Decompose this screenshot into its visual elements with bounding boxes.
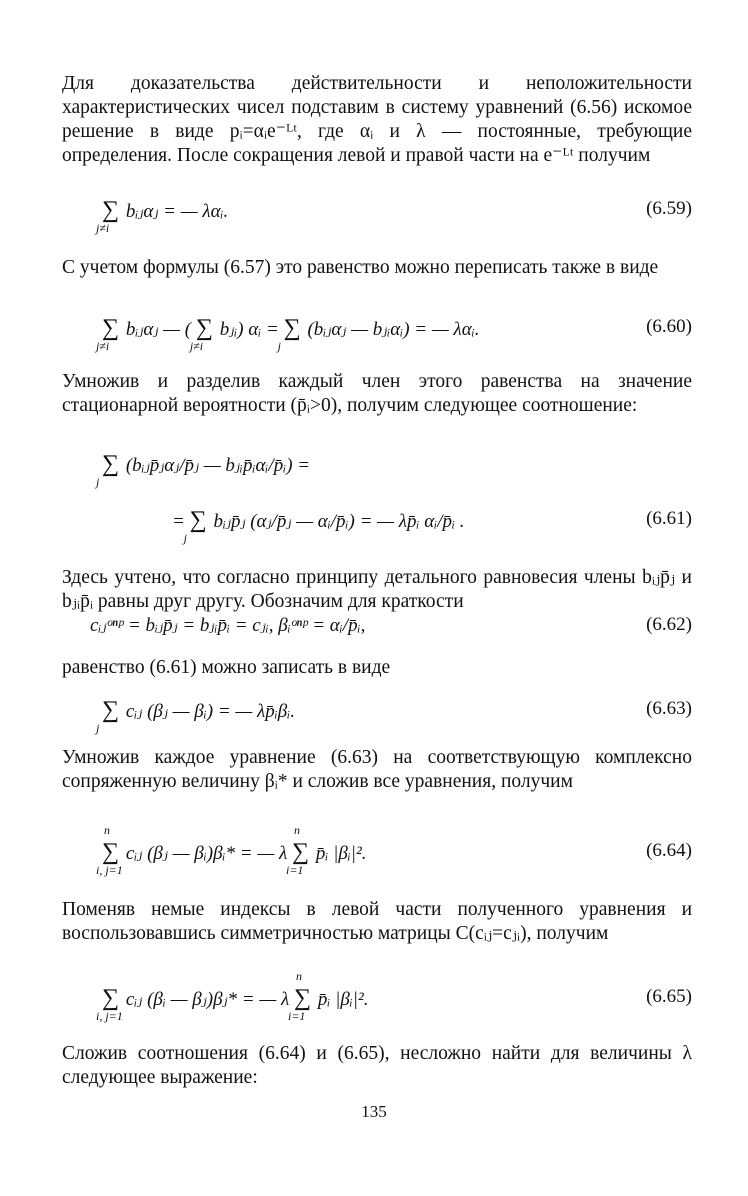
sum-symbol: ∑ j≠i (96, 197, 120, 235)
sum-symbol: ∑ i, j=1 (96, 985, 123, 1023)
paragraph-5: равенство (6.61) можно записать в виде (62, 657, 391, 678)
equation-6-59: ∑ j≠i bᵢⱼαⱼ = — λαᵢ. (6.59) (96, 197, 692, 235)
sum-symbol: ∑ j≠i (96, 315, 120, 353)
page-number: 135 (361, 1102, 387, 1121)
sum-symbol: n ∑ i=1 (285, 823, 310, 877)
paragraph-8: Сложив соотношения (6.64) и (6.65), несложно найти для величины λ следующее выражение: (62, 1043, 692, 1088)
equation-6-63: ∑ j cᵢⱼ (βⱼ — βᵢ) = — λp̄ᵢβᵢ. (6.63) (96, 697, 692, 735)
equation-6-61-line2: = ∑ j bᵢⱼp̄ⱼ (αⱼ/p̄ⱼ — αᵢ/p̄ᵢ) = — λp̄ᵢ αᵢ/p̄ᵢ . (6.61) (172, 507, 692, 545)
equation-number: (6.62) (646, 614, 692, 635)
paragraph-7: Поменяв немые индексы в левой части полученного уравнения и воспользовавшись симметричностью матрицы C(cᵢⱼ=cⱼᵢ), получим (62, 899, 692, 944)
equation-number: (6.60) (646, 316, 692, 337)
paragraph-1: Для доказательства действительности и неположительности характеристических чисел подставим в систему уравнений (6.56) искомое решение в виде pᵢ=αᵢe⁻ᴸᵗ, где αᵢ и λ — постоянные, требующие определения. После сокращения левой и правой части на e⁻ᴸᵗ получим (62, 73, 692, 166)
sum-symbol: ∑ j≠i (189, 315, 213, 353)
equation-6-62: cᵢⱼᵒⁿᵖ = bᵢⱼp̄ⱼ = bⱼᵢp̄ᵢ = cⱼᵢ, βᵢᵒⁿᵖ = αᵢ/p̄ᵢ, (6.62) (90, 614, 692, 636)
equation-number: (6.65) (646, 986, 692, 1007)
equation-6-65: ∑ i, j=1 cᵢⱼ (βᵢ — βⱼ)βⱼ* = — λ n ∑ i=1 p̄ᵢ |βᵢ|². (6.65) (96, 969, 692, 1023)
equation-6-64: n ∑ i, j=1 cᵢⱼ (βⱼ — βᵢ)βᵢ* = — λ n ∑ i=1 p̄ᵢ |βᵢ|². (6.64) (96, 823, 692, 877)
sum-symbol: ∑ j (183, 507, 207, 545)
equation-6-60: ∑ j≠i bᵢⱼαⱼ — ( ∑ j≠i bⱼᵢ) αᵢ = ∑ j (bᵢⱼαⱼ — bⱼᵢαᵢ) = — λαᵢ. (6.60) (96, 315, 692, 353)
paragraph-3: Умножив и разделив каждый член этого равенства на значение стационарной вероятности (p̄ᵢ>0), получим следующее соотношение: (62, 371, 692, 416)
sum-symbol: ∑ j (96, 697, 120, 735)
sum-symbol: ∑ j (96, 451, 120, 489)
equation-number: (6.59) (646, 198, 692, 219)
paragraph-4: Здесь учтено, что согласно принципу детального равновесия члены bᵢⱼp̄ⱼ и bⱼᵢp̄ᵢ равны друг другу. Обозначим для краткости (62, 567, 692, 612)
sum-symbol: n ∑ i, j=1 (96, 823, 123, 877)
paragraph-2: С учетом формулы (6.57) это равенство можно переписать также в виде (62, 257, 659, 278)
equation-number: (6.63) (646, 698, 692, 719)
paragraph-6: Умножив каждое уравнение (6.63) на соответствующую комплексно сопряженную величину βᵢ* и сложив все уравнения, получим (62, 747, 692, 792)
equation-number: (6.64) (646, 840, 692, 861)
sum-symbol: ∑ j (277, 315, 301, 353)
equation-6-61-line1: ∑ j (bᵢⱼp̄ⱼαⱼ/p̄ⱼ — bⱼᵢp̄ᵢαᵢ/p̄ᵢ) = (96, 451, 311, 489)
equation-number: (6.61) (646, 508, 692, 529)
sum-symbol: n ∑ i=1 (288, 969, 312, 1023)
